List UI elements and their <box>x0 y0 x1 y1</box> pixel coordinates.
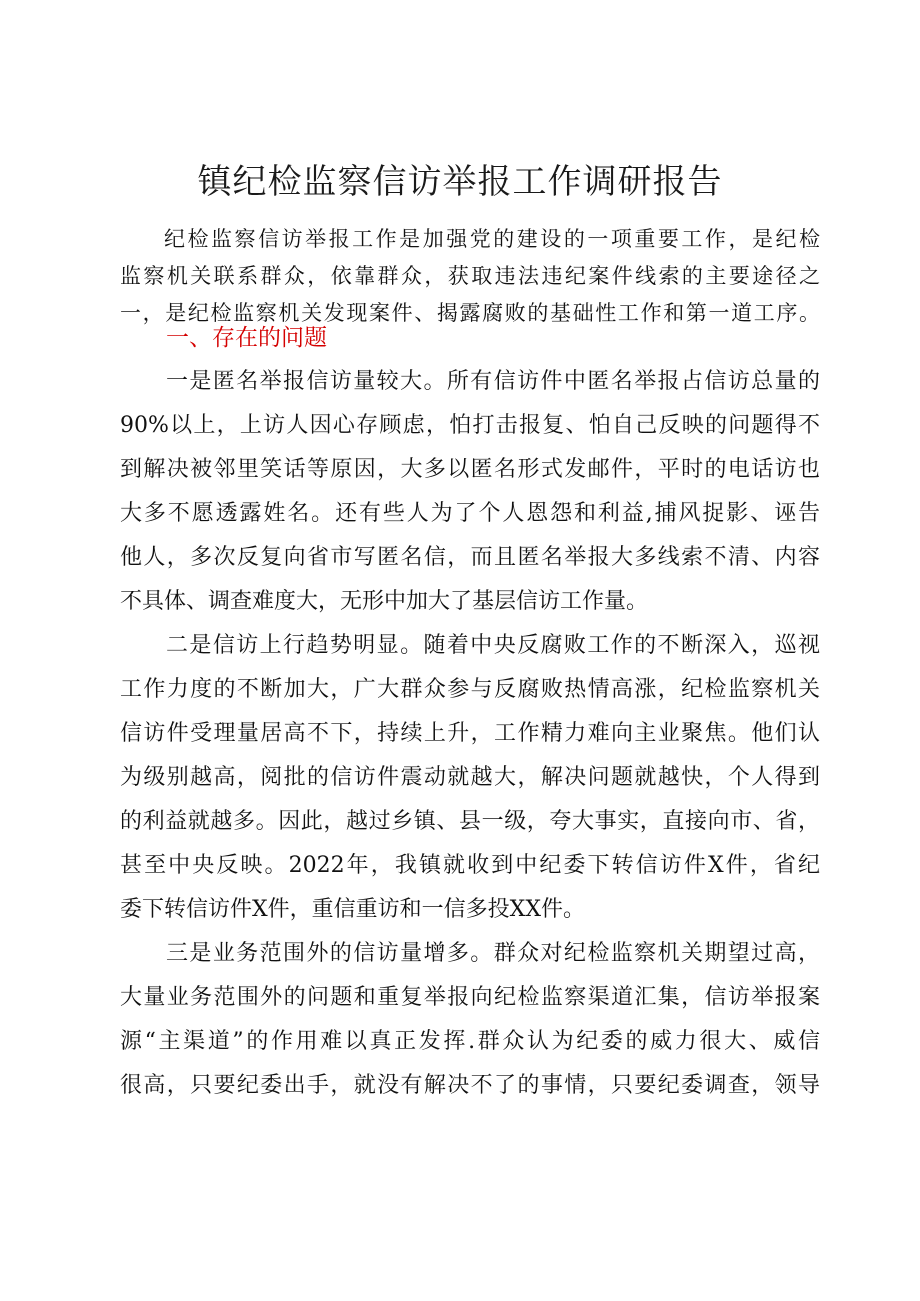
document-title: 镇纪检监察信访举报工作调研报告 <box>197 162 723 202</box>
paragraph-line: 他人，多次反复向省市写匿名信，而且匿名举报大多线索不清、内容 <box>120 545 820 570</box>
paragraph-line: 信访件受理量居高不下，持续上升，工作精力难向主业聚焦。他们认 <box>120 721 820 746</box>
paragraph-upward-trend <box>120 624 820 932</box>
paragraph-line: 很高，只要纪委出手，就没有解决不了的事情，只要纪委调查，领导 <box>120 1073 820 1098</box>
paragraph-line: 委下转信访件X件，重信重访和一信多投XX件。 <box>120 897 585 922</box>
paragraph-line: 二是信访上行趋势明显。随着中央反腐败工作的不断深入，巡视 <box>166 633 820 658</box>
intro-line: 监察机关联系群众，依靠群众，获取违法违纪案件线索的主要途径之 <box>120 264 820 288</box>
paragraph-line: 大量业务范围外的问题和重复举报向纪检监察渠道汇集，信访举报案 <box>120 985 820 1010</box>
intro-line: 一，是纪检监察机关发现案件、揭露腐败的基础性工作和第一道工序。 <box>120 301 820 325</box>
paragraph-line: 为级别越高，阅批的信访件震动就越大，解决问题就越快，个人得到 <box>120 765 820 790</box>
paragraph-out-of-scope <box>120 932 820 1108</box>
paragraph-line: 一是匿名举报信访量较大。所有信访件中匿名举报占信访总量的 <box>166 369 820 394</box>
paragraph-line: 甚至中央反映。2022年，我镇就收到中纪委下转信访件X件，省纪 <box>120 853 820 878</box>
paragraph-line: 的利益就越多。因此，越过乡镇、县一级，夸大事实，直接向市、省， <box>120 809 820 834</box>
paragraph-line: 三是业务范围外的信访量增多。群众对纪检监察机关期望过高， <box>166 941 820 966</box>
paragraph-line: 到解决被邻里笑话等原因，大多以匿名形式发邮件，平时的电话访也 <box>120 457 820 482</box>
paragraph-anonymous-reports <box>120 360 820 624</box>
paragraph-line: 90%以上，上访人因心存顾虑，怕打击报复、怕自己反映的问题得不 <box>120 413 820 438</box>
intro-paragraph <box>120 221 820 332</box>
paragraph-line: 不具体、调查难度大，无形中加大了基层信访工作量。 <box>120 589 649 614</box>
intro-line: 纪检监察信访举报工作是加强党的建设的一项重要工作，是纪检 <box>164 227 820 251</box>
paragraph-line: 工作力度的不断加大，广大群众参与反腐败热情高涨，纪检监察机关 <box>120 677 820 702</box>
section-heading: 一、存在的问题 <box>166 325 327 351</box>
paragraph-line: 源“主渠道”的作用难以真正发挥.群众认为纪委的威力很大、威信 <box>120 1029 820 1054</box>
paragraph-line: 大多不愿透露姓名。还有些人为了个人恩怨和利益,捕风捉影、诬告 <box>120 501 820 526</box>
